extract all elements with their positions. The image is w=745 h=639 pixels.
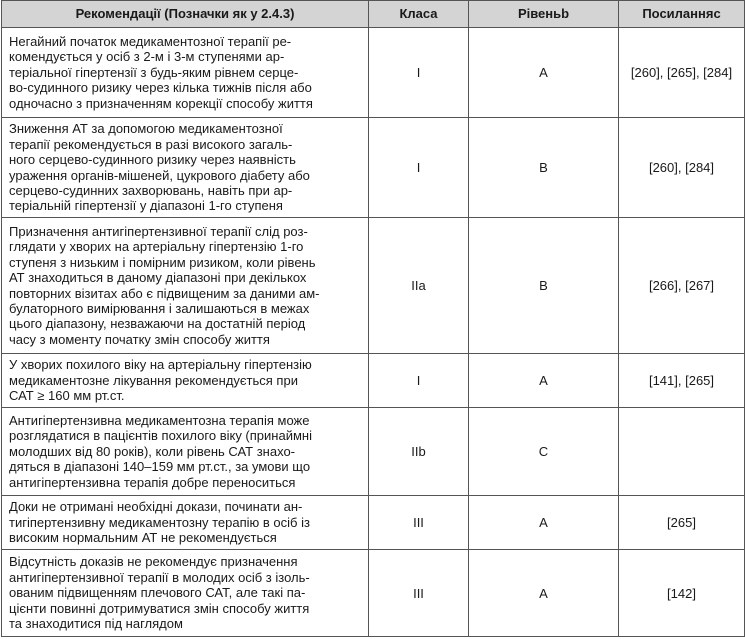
text-line: часу з моменту початку змін способу життя xyxy=(9,331,270,347)
text-line: Доки не отримані необхідні докази, починати ан- xyxy=(9,499,303,515)
text-line: високим нормальним АТ не рекомендується xyxy=(9,530,277,546)
text-line: АТ знаходиться в даному діапазоні при декількох xyxy=(9,270,307,286)
text-line: молодших від 80 років), коли рівень САТ знахо- xyxy=(9,443,296,459)
level-cell: A xyxy=(469,550,619,637)
text-line: розглядатися в пацієнтів похилого віку (принаймні xyxy=(9,428,312,444)
header-class: Класа xyxy=(369,1,469,28)
text-line: ного серцево-судинного ризику через наявність xyxy=(9,152,296,168)
text-line: цього діапазону, незважаючи на достатній період xyxy=(9,316,306,332)
references-cell: [266], [267] xyxy=(619,218,745,354)
level-cell: A xyxy=(469,496,619,550)
table-row xyxy=(2,408,745,496)
level-cell: B xyxy=(469,218,619,354)
class-cell: I xyxy=(369,118,469,218)
header-recommendation: Рекомендації (Позначки як у 2.4.3) xyxy=(2,1,369,28)
recommendations-table xyxy=(1,0,745,637)
class-cell: IIb xyxy=(369,408,469,496)
class-cell: I xyxy=(369,354,469,408)
text-line: комендується у осіб з 2-м і 3-м ступенями ар- xyxy=(9,49,285,65)
class-cell: III xyxy=(369,496,469,550)
text-line: Антигіпертензивна медикаментозна терапія може xyxy=(9,412,310,428)
text-line: булаторного вимірювання і залишаються в межах xyxy=(9,300,310,316)
text-line: терапії рекомендується в разі високого загаль- xyxy=(9,136,293,152)
text-line: тигіпертензивну медикаментозну терапію в осіб із xyxy=(9,514,310,530)
text-line: Негайний початок медикаментозної терапії ре- xyxy=(9,33,292,49)
recommendation-text xyxy=(2,218,369,354)
recommendation-text xyxy=(2,550,369,637)
references-cell: [265] xyxy=(619,496,745,550)
text-line: Зниження АТ за допомогою медикаментозної xyxy=(9,121,283,137)
text-line: ураження органів-мішеней, цукрового діабету або xyxy=(9,167,310,183)
recommendation-text xyxy=(2,496,369,550)
level-cell: A xyxy=(469,28,619,118)
text-line: ованим підвищенням плечового САТ, але такі па- xyxy=(9,585,306,601)
text-line: У хворих похилого віку на артеріальну гіпертензію xyxy=(9,357,312,373)
text-line: Призначення антигіпертензивної терапії слід роз- xyxy=(9,223,308,239)
table-row xyxy=(2,354,745,408)
level-cell: A xyxy=(469,354,619,408)
table-row xyxy=(2,218,745,354)
level-cell: C xyxy=(469,408,619,496)
recommendation-text xyxy=(2,28,369,118)
text-line: Відсутність доказів не рекомендує призначення xyxy=(9,554,298,570)
text-line: во-судинного ризику через кілька тижнів після або xyxy=(9,80,312,96)
text-line: дяться в діапазоні 140–159 мм рт.ст., за умови що xyxy=(9,459,311,475)
text-line: антигіпертензивної терапії в молодих осіб з ізоль- xyxy=(9,569,310,585)
text-line: глядати у хворих на артеріальну гіпертензію 1-го xyxy=(9,239,304,255)
text-line: медикаментозне лікування рекомендується при xyxy=(9,372,298,388)
text-line: САТ ≥ 160 мм рт.ст. xyxy=(9,388,125,404)
references-cell xyxy=(619,408,745,496)
text-line: повторних візитах або є підвищеним за даними ам- xyxy=(9,285,320,301)
table-row xyxy=(2,496,745,550)
recommendation-text xyxy=(2,354,369,408)
table-row xyxy=(2,118,745,218)
text-line: ступеня з низьким і помірним ризиком, коли рівень xyxy=(9,254,316,270)
recommendation-text xyxy=(2,408,369,496)
text-line: серцево-судинних захворювань, навіть при ар- xyxy=(9,182,293,198)
text-line: теріальній гіпертензії у діапазоні 1-го ступеня xyxy=(9,198,283,214)
header-level: Рівеньb xyxy=(469,1,619,28)
references-cell: [260], [284] xyxy=(619,118,745,218)
table-header-row xyxy=(2,1,745,28)
text-line: одночасно з призначенням корекції способу життя xyxy=(9,95,313,111)
header-references: Посиланняс xyxy=(619,1,745,28)
references-cell: [141], [265] xyxy=(619,354,745,408)
text-line: антигіпертензивна терапія добре переноситься xyxy=(9,474,296,490)
references-cell: [260], [265], [284] xyxy=(619,28,745,118)
class-cell: III xyxy=(369,550,469,637)
table-row xyxy=(2,28,745,118)
level-cell: B xyxy=(469,118,619,218)
text-line: та знаходитися під наглядом xyxy=(9,616,183,632)
class-cell: I xyxy=(369,28,469,118)
class-cell: IIa xyxy=(369,218,469,354)
text-line: цієнти повинні дотримуватися змін способу життя xyxy=(9,600,310,616)
references-cell: [142] xyxy=(619,550,745,637)
recommendation-text xyxy=(2,118,369,218)
table-row xyxy=(2,550,745,637)
text-line: теріальної гіпертензії з будь-яким рівнем серце- xyxy=(9,64,299,80)
